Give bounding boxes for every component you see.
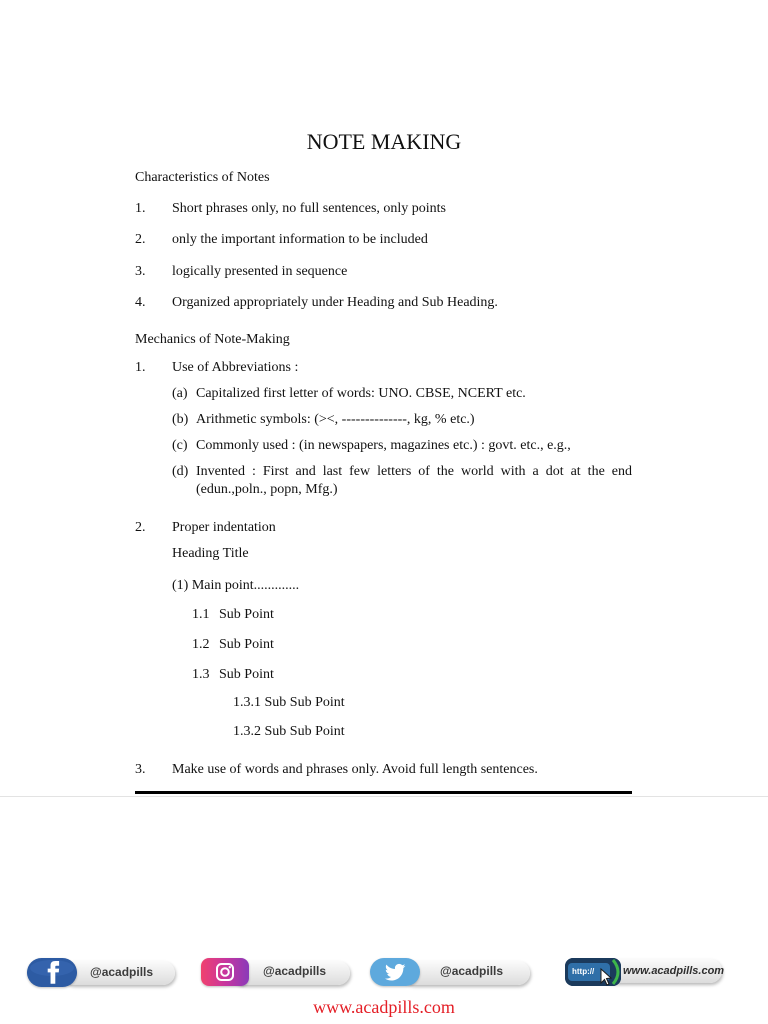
page-title: NOTE MAKING xyxy=(306,129,462,154)
website-handle: www.acadpills.com xyxy=(623,965,725,977)
sub-point: Sub Point xyxy=(219,637,274,652)
sub-point-number: 1.2 xyxy=(192,637,210,652)
twitter-handle: @acadpills xyxy=(440,964,504,978)
sub-item: Capitalized first letter of words: UNO. CBSE, NCERT etc. xyxy=(196,386,526,401)
list-item-number: 3. xyxy=(135,264,146,279)
sub-point: Sub Point xyxy=(219,607,274,622)
facebook-icon xyxy=(27,958,77,987)
sub-point: Sub Point xyxy=(219,667,274,682)
facebook-badge[interactable] xyxy=(27,957,175,989)
sub-item: Commonly used : (in newspapers, magazines etc.) : govt. etc., e.g., xyxy=(196,438,571,453)
sub-item-label: (c) xyxy=(172,438,188,453)
web-icon xyxy=(565,958,621,986)
example-main-point: (1) Main point............. xyxy=(172,578,300,593)
list-item-number: 1. xyxy=(135,360,146,375)
characteristics-heading: Characteristics of Notes xyxy=(135,170,270,185)
instagram-badge[interactable] xyxy=(200,957,352,989)
list-item-number: 4. xyxy=(135,295,146,310)
list-item: logically presented in sequence xyxy=(172,264,348,279)
sub-point-number: 1.1 xyxy=(192,607,210,622)
section-divider xyxy=(135,791,632,794)
sub-item: Arithmetic symbols: (><, --------------, kg, % etc.) xyxy=(196,412,475,427)
instagram-icon xyxy=(201,958,249,986)
list-item-number: 2. xyxy=(135,520,146,535)
example-heading-title: Heading Title xyxy=(172,546,249,561)
list-item: Make use of words and phrases only. Avoid full length sentences. xyxy=(172,762,538,777)
sub-item-label: (d) xyxy=(172,464,189,479)
list-item: Organized appropriately under Heading and Sub Heading. xyxy=(172,295,498,310)
list-item-number: 2. xyxy=(135,232,146,247)
instagram-handle: @acadpills xyxy=(263,964,327,978)
list-item: Short phrases only, no full sentences, only points xyxy=(172,201,447,216)
mechanics-heading: Mechanics of Note-Making xyxy=(135,332,290,347)
website-badge[interactable] xyxy=(565,955,725,989)
sub-item-label: (b) xyxy=(172,412,189,427)
list-item: only the important information to be included xyxy=(172,232,428,247)
sub-point-number: 1.3 xyxy=(192,667,210,682)
list-item-number: 3. xyxy=(135,762,146,777)
list-item: Proper indentation xyxy=(172,520,276,535)
sub-sub-point: 1.3.1 Sub Sub Point xyxy=(233,695,345,710)
website-link[interactable]: www.acadpills.com xyxy=(313,997,455,1017)
page-boundary xyxy=(0,796,768,797)
web-icon-label: http:// xyxy=(572,967,595,976)
list-item: Use of Abbreviations : xyxy=(172,360,299,375)
facebook-handle: @acadpills xyxy=(90,965,154,979)
sub-item: Invented : First and last few letters of the world with a dot at the end (edun.,poln., popn, Mfg.) xyxy=(196,464,632,497)
sub-sub-point: 1.3.2 Sub Sub Point xyxy=(233,724,345,739)
list-item-number: 1. xyxy=(135,201,146,216)
twitter-badge[interactable] xyxy=(370,957,532,989)
twitter-icon xyxy=(370,958,420,986)
sub-item-label: (a) xyxy=(172,386,188,401)
